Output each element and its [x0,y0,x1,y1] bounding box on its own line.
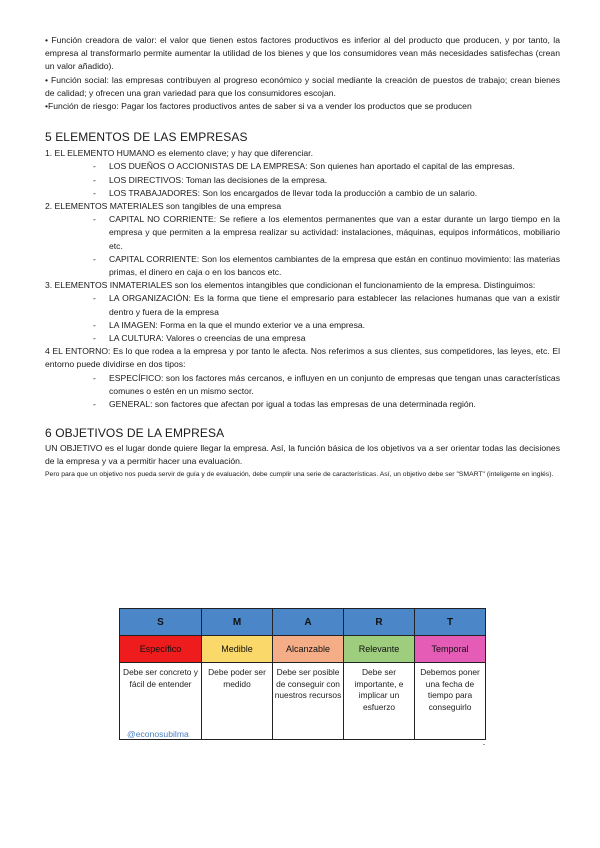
dash-bullet: - [93,187,96,198]
list-item: - LOS DUEÑOS O ACCIONISTAS DE LA EMPRESA: Son quienes han aportado el capital de las empresas. [45,160,560,173]
smart-label-temporal: Temporal [415,636,486,663]
list-item: - LA CULTURA: Valores o creencias de una empresa [45,332,560,345]
smart-letter-cell: R [344,609,415,636]
smart-description-cell: Debe poder ser medido [202,663,273,740]
list-item: - ESPECÍFICO: son los factores más cercanos, e influyen en un conjunto de empresas que tengan unas características comunes o estén en un mismo sector. [93,372,560,396]
smart-letter-cell: T [415,609,486,636]
dash-bullet: - [93,333,96,344]
dash-bullet: - [93,372,96,383]
element-human-heading: 1. EL ELEMENTO HUMANO es elemento clave; y hay que diferenciar. [45,148,313,159]
intro-value-function: • Función creadora de valor: el valor que tienen estos factores productivos es inferior al del producto que producen, y por tanto, la empresa al transformarlo permite aumentar la utilidad de los bienes y que los consumidores vean más necesidades satisfechas (crean un valor añadido). [45,35,560,72]
smart-intro-note: Pero para que un objetivo nos pueda servir de guía y de evaluación, debe cumplir una serie de características. Así, un objetivo debe ser "SMART" (inteligente en inglés). [45,470,554,478]
list-item: - LOS TRABAJADORES: Son los encargados de llevar toda la producción a cambio de un salario. [45,187,560,200]
list-item: - CAPITAL NO CORRIENTE: Se refiere a los elementos permanentes que van a estar durante un largo tiempo en la empresa y que permiten a la empresa realizar su actividad: instalaciones, máquinas, equipos informáticos, mobiliario etc. [93,214,560,251]
list-item: - CAPITAL CORRIENTE: Son los elementos cambiantes de la empresa que están en continuo movimiento: las materias primas, el dinero en caja o en los bancos etc. [93,253,560,278]
list-item: - LA ORGANIZACIÓN: Es la forma que tiene el empresario para establecer las relaciones humanas que van a existir dentro y fuera de la empresa [93,293,560,317]
element-immaterial-heading: 3. ELEMENTOS INMATERIALES son los elementos intangibles que condicionan el funcionamiento de la empresa. Distinguimos: [45,280,536,291]
dash-bullet: - [93,174,96,185]
intro-social-function: • Función social: las empresas contribuyen al progreso económico y social mediante la creación de puestos de trabajo; crean bienes de calidad; y ofrecen una gran variedad para que los consumidores escojan. [45,74,560,98]
dash-bullet: - [93,319,96,330]
smart-description-cell: Debe ser posible de conseguir con nuestros recursos [273,663,344,740]
smart-description-cell: Debemos poner una fecha de tiempo para conseguirlo [415,663,486,740]
smart-descriptions-row [120,663,486,740]
list-item: - GENERAL: son factores que afectan por igual a todas las empresas de una determinada región. [45,398,560,411]
section-5-title: 5 ELEMENTOS DE LAS EMPRESAS [45,130,248,145]
list-item: - LOS DIRECTIVOS: Toman las decisiones de la empresa. [45,174,560,187]
smart-table [119,608,486,740]
smart-letters-row [120,609,486,636]
list-item: - LA IMAGEN: Forma en la que el mundo exterior ve a una empresa. [45,319,560,332]
smart-label-alcanzable: Alcanzable [273,636,344,663]
smart-labels-row [120,636,486,663]
page-mark [483,744,485,745]
dash-bullet: - [93,214,96,225]
objective-definition: UN OBJETIVO es el lugar donde quiere llegar la empresa. Así, la función básica de los objetivos va a ser orientar todas las decisiones de la empresa y va a permitir hacer una evaluación. [45,443,560,467]
dash-bullet: - [93,399,96,410]
smart-label-medible: Medible [202,636,273,663]
smart-letter-cell: M [202,609,273,636]
element-environment-heading: 4 EL ENTORNO: Es lo que rodea a la empresa y por tanto le afecta. Nos referimos a sus clientes, sus competidores, las leyes, etc. El entorno puede dividirse en dos tipos: [45,346,560,370]
smart-label-relevante: Relevante [344,636,415,663]
dash-bullet: - [93,293,96,304]
section-6-title: 6 OBJETIVOS DE LA EMPRESA [45,426,225,441]
document-page [45,34,560,480]
smart-letter-cell: S [120,609,202,636]
smart-letter-cell: A [273,609,344,636]
smart-description-cell: Debe ser concreto y fácil de entender [120,663,202,740]
smart-label-especifico: Específico [120,636,202,663]
watermark-handle: @econosubilma [127,729,189,739]
intro-risk-function: •Función de riesgo: Pagar los factores productivos antes de saber si va a vender los productos que se producen [45,101,472,112]
dash-bullet: - [93,161,96,172]
dash-bullet: - [93,253,96,264]
element-material-heading: 2. ELEMENTOS MATERIALES son tangibles de una empresa [45,201,282,212]
smart-description-cell: Debe ser importante, e implicar un esfuerzo [344,663,415,740]
